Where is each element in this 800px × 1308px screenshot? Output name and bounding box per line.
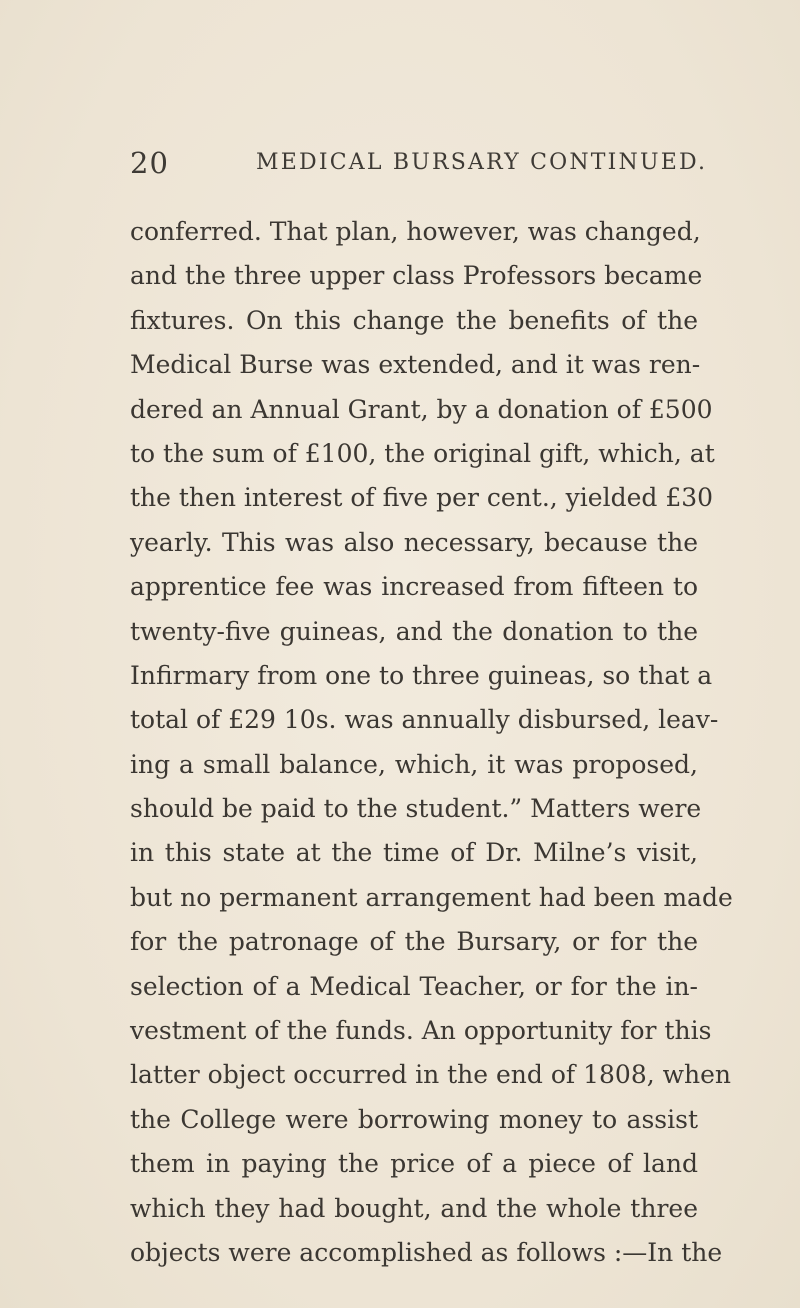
body-text — [130, 210, 733, 1275]
text-line: total of £29 10s. was annually disbursed, leav- — [130, 705, 719, 735]
text-line: the then interest of five per cent., yielded £30 — [130, 483, 714, 513]
text-line: but no permanent arrangement had been made — [130, 882, 733, 912]
text-line: latter object occurred in the end of 1808, when — [130, 1060, 732, 1090]
running-title: MEDICAL BURSARY CONTINUED. — [256, 150, 708, 175]
text-line: selection of a Medical Teacher, or for the in- — [130, 971, 698, 1001]
text-line: fixtures. On this change the benefits of the — [130, 305, 698, 335]
text-line: and the three upper class Professors became — [130, 261, 703, 291]
text-line: in this state at the time of Dr. Milne’s visit, — [130, 838, 698, 868]
text-line: for the patronage of the Bursary, or for the — [130, 927, 698, 957]
text-line: should be paid to the student.” Matters were — [130, 794, 702, 824]
text-line: objects were accomplished as follows :—In the — [130, 1237, 723, 1267]
text-line: them in paying the price of a piece of land — [130, 1149, 698, 1179]
text-line: dered an Annual Grant, by a donation of £500 — [130, 394, 713, 424]
text-line: vestment of the funds. An opportunity for this — [130, 1016, 712, 1046]
page-number: 20 — [130, 146, 169, 180]
text-line: ing a small balance, which, it was proposed, — [130, 749, 698, 779]
text-line: Medical Burse was extended, and it was ren- — [130, 350, 701, 380]
text-line: to the sum of £100, the original gift, which, at — [130, 438, 715, 468]
text-line: which they had bought, and the whole three — [130, 1193, 698, 1223]
text-line: Infirmary from one to three guineas, so that a — [130, 660, 713, 690]
text-line: apprentice fee was increased from fifteen to — [130, 572, 698, 602]
text-line: the College were borrowing money to assist — [130, 1104, 698, 1134]
running-head — [130, 146, 730, 186]
text-line: twenty-five guineas, and the donation to the — [130, 616, 698, 646]
text-line: conferred. That plan, however, was changed, — [130, 217, 701, 246]
text-line: yearly. This was also necessary, because the — [130, 527, 698, 557]
